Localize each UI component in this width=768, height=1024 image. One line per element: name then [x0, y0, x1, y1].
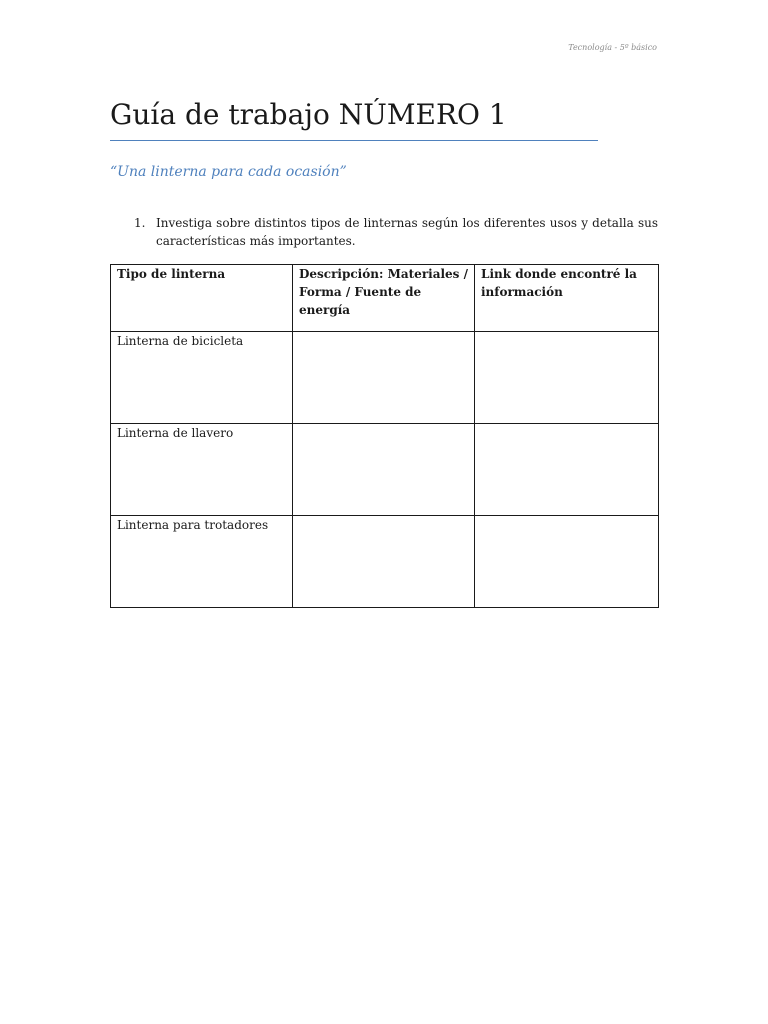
table-cell-link[interactable] — [475, 332, 659, 424]
document-title: Guía de trabajo NÚMERO 1 — [110, 98, 507, 131]
table-header-cell-link: Link donde encontré la información — [475, 265, 659, 332]
table-cell-description[interactable] — [293, 332, 475, 424]
instruction-text: Investiga sobre distintos tipos de linternas según los diferentes usos y detalla sus características más importantes. — [156, 216, 658, 248]
worksheet-table — [110, 264, 659, 608]
page-header: Tecnología - 5º básico — [568, 43, 657, 52]
document-subtitle: “Una linterna para cada ocasión” — [110, 164, 347, 180]
title-underline — [110, 140, 598, 141]
instruction-number: 1. — [134, 216, 146, 230]
instruction-item — [134, 214, 658, 250]
table-row — [111, 424, 659, 516]
table-header-cell-description: Descripción: Materiales / Forma / Fuente de energía — [293, 265, 475, 332]
table-row — [111, 332, 659, 424]
table-cell-type: Linterna de llavero — [111, 424, 293, 516]
table-row — [111, 516, 659, 608]
table-cell-link[interactable] — [475, 516, 659, 608]
table-header-cell-type: Tipo de linterna — [111, 265, 293, 332]
table-cell-description[interactable] — [293, 424, 475, 516]
table-cell-link[interactable] — [475, 424, 659, 516]
table-cell-description[interactable] — [293, 516, 475, 608]
table-cell-type: Linterna de bicicleta — [111, 332, 293, 424]
table-cell-type: Linterna para trotadores — [111, 516, 293, 608]
table-header-row — [111, 265, 659, 332]
